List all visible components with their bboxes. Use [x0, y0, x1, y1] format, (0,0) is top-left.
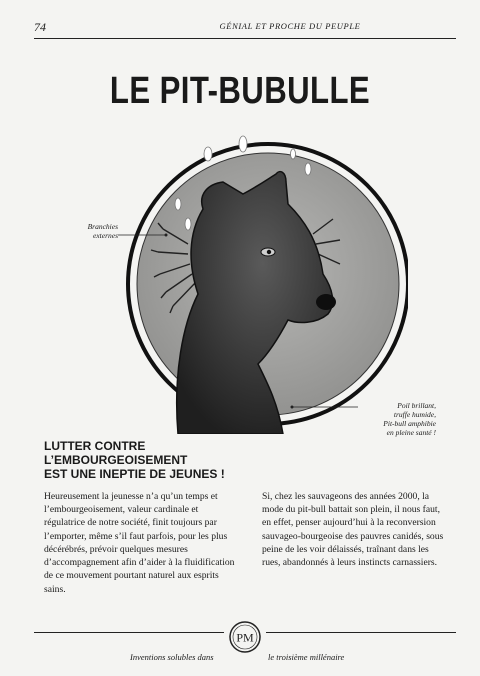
subheading: [44, 440, 244, 481]
callout-fur-line: en pleine santé !: [386, 428, 436, 437]
callout-fur-line: Poil brillant,: [397, 401, 436, 410]
footer-left-text: Inventions solubles dans: [130, 652, 214, 662]
subheading-line: EST UNE INEPTIE DE JEUNES !: [44, 466, 225, 481]
callout-gills: [56, 222, 118, 240]
footer-rule-left: [34, 632, 224, 633]
callout-fur-leader: [290, 402, 360, 412]
callout-gills-line: Branchies: [87, 222, 118, 231]
running-title: GÉNIAL ET PROCHE DU PEUPLE: [219, 21, 361, 31]
callout-gills-line: externes: [93, 231, 118, 240]
callout-fur: [352, 401, 436, 437]
callout-gills-leader: [118, 230, 168, 240]
pm-logo: [228, 620, 262, 654]
subheading-line: L’EMBOURGEOISEMENT: [44, 452, 188, 467]
footer-rule-right: [266, 632, 456, 633]
callout-fur-line: truffe humide,: [393, 410, 436, 419]
logo-text: PM: [236, 630, 254, 645]
article-title: LE PIT-BUBULLE: [109, 70, 371, 112]
body-column-right: Si, chez les sauvageons des années 2000, la mode du pit-bull battait son plein, il nous faut, en effet, penser aujourd’hui à la reconversion sauvageo-bourgeoise des pauvres canidés, sous peine de les voir délaissés, traînant dans les rues, abandonnés à leurs instincts carnassiers.: [262, 491, 444, 569]
dog-nose: [316, 294, 336, 310]
body-column-left: Heureusement la jeunesse n’a qu’un temps et l’embourgeoisement, valeur cardinale et régulatrice de notre société, finit toujours par l’emporter, même s’il faut parfois, pour les plus décérébrés, prévoir quelques mesures d’accompagnement afin d’aider à la fluidification de ce mouvement pourtant naturel aux esprits sains.: [44, 491, 235, 595]
callout-fur-line: Pit-bull amphibie: [383, 419, 436, 428]
header-rule: [34, 38, 456, 39]
pit-bull-illustration: [118, 124, 408, 434]
footer-right-text: le troisième millénaire: [268, 652, 345, 662]
page-number: 74: [34, 20, 46, 34]
subheading-line: LUTTER CONTRE: [44, 439, 146, 453]
